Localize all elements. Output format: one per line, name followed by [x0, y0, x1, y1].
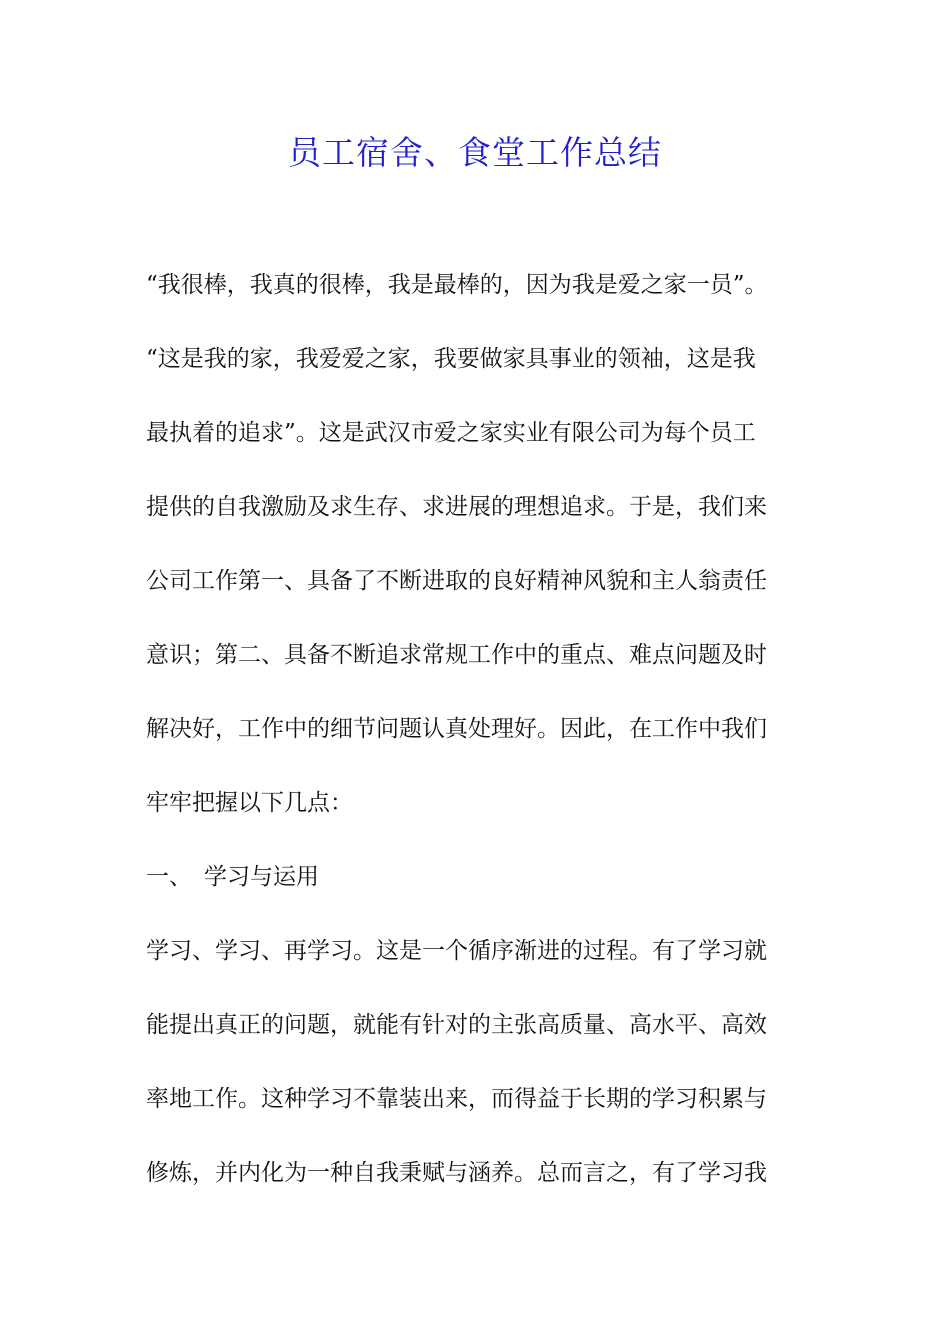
section-paragraph-line: 率地工作。这种学习不靠装出来，而得益于长期的学习积累与: [146, 1086, 767, 1112]
section-heading-number: 一、: [146, 864, 192, 890]
paragraph-line: 提供的自我激励及求生存、求进展的理想追求。于是，我们来: [146, 494, 767, 520]
paragraph-line: “我很棒，我真的很棒，我是最棒的，因为我是爱之家一员”。: [146, 272, 768, 298]
document-body: [146, 262, 806, 1224]
section-paragraph-line: 学习、学习、再学习。这是一个循序渐进的过程。有了学习就: [146, 938, 767, 964]
section-heading-text: 学习与运用: [204, 864, 319, 890]
section-paragraph-line: 修炼，并内化为一种自我秉赋与涵养。总而言之，有了学习我: [146, 1160, 767, 1186]
paragraph-line: 解决好，工作中的细节问题认真处理好。因此，在工作中我们: [146, 716, 767, 742]
paragraph-line: 意识；第二、具备不断追求常规工作中的重点、难点问题及时: [146, 642, 767, 668]
paragraph-line: “这是我的家，我爱爱之家，我要做家具事业的领袖，这是我: [146, 346, 756, 372]
section-heading: [146, 854, 806, 928]
paragraph-line: 最执着的追求”。这是武汉市爱之家实业有限公司为每个员工: [146, 420, 756, 446]
paragraph-line: 公司工作第一、具备了不断进取的良好精神风貌和主人翁责任: [146, 568, 767, 594]
section-paragraph-line: 能提出真正的问题，就能有针对的主张高质量、高水平、高效: [146, 1012, 767, 1038]
paragraph-line: 牢牢把握以下几点：: [146, 790, 353, 816]
document-title: 员工宿舍、食堂工作总结: [288, 133, 662, 172]
